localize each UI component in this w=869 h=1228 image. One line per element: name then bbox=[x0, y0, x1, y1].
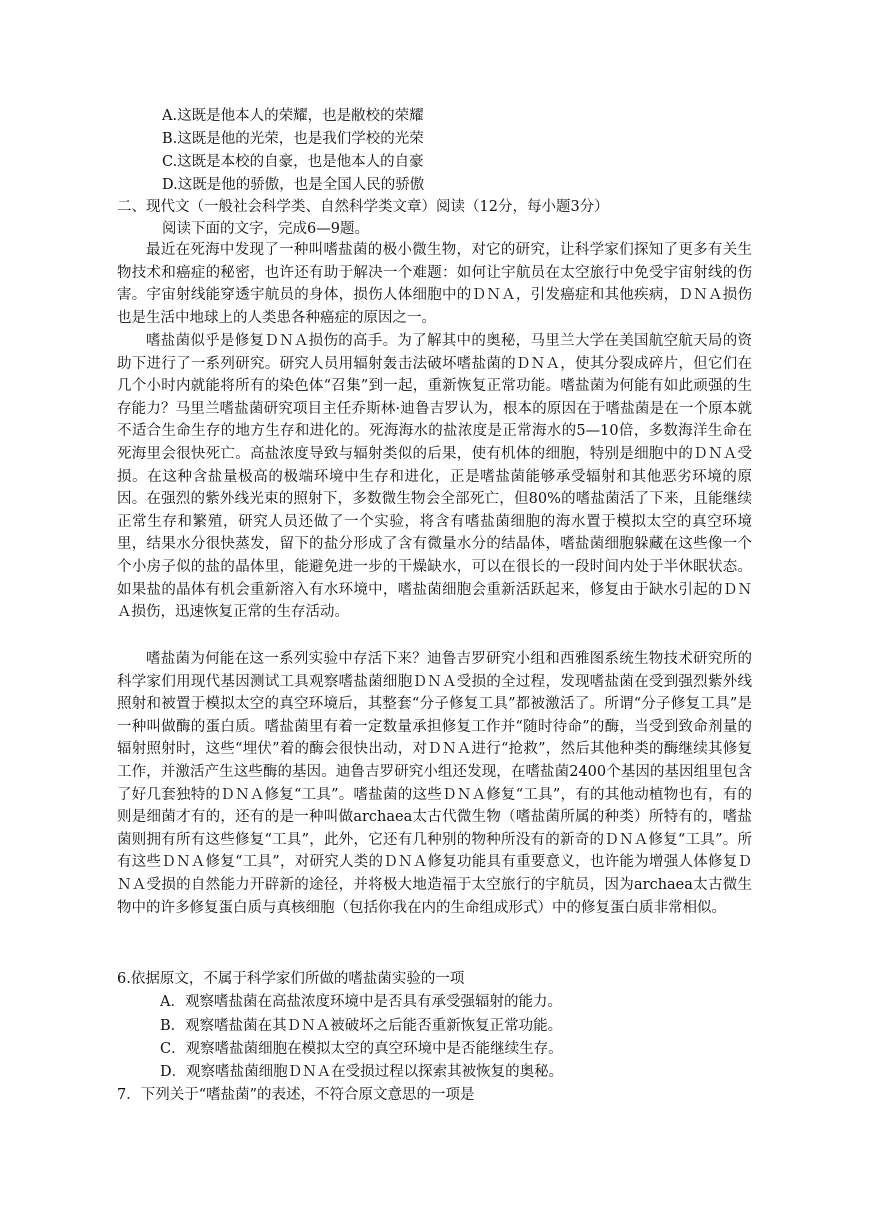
q5-option-d: D.这既是他的骄傲，也是全国人民的骄傲 bbox=[162, 177, 425, 193]
question-6-option-c: C．观察嗜盐菌细胞在模拟太空的真空环境中是否能继续生存。 bbox=[160, 1041, 563, 1057]
q5-option-a: A.这既是他本人的荣耀，也是敝校的荣耀 bbox=[162, 108, 424, 124]
question-6-option-a: A．观察嗜盐菌在高盐浓度环境中是否具有承受强辐射的能力。 bbox=[160, 994, 562, 1010]
passage-paragraph-1: 最近在死海中发现了一种叫嗜盐菌的极小微生物，对它的研究，让科学家们探知了更多有关生物技术和癌症的秘密，也许还有助于解决一个难题：如何让宇航员在太空旅行中免受宇宙射线的伤害。宇宙射线能穿透宇航员的身体，损伤人体细胞中的ＤＮＡ，引发癌症和其他疾病，ＤＮＡ损伤也是生活中地球上的人类患各种癌症的原因之一。 bbox=[117, 242, 752, 326]
passage-paragraph-2: 嗜盐菌似乎是修复ＤＮＡ损伤的高手。为了解其中的奥秘，马里兰大学在美国航空航天局的资助下进行了一系列研究。研究人员用辐射轰击法破坏嗜盐菌的ＤＮＡ，使其分裂成碎片，但它们在几个小时内就能将所有的染色体“召集”到一起，重新恢复正常功能。嗜盐菌为何能有如此顽强的生存能力？马里兰嗜盐菌研究项目主任乔斯林·迪鲁吉罗认为，根本的原因在于嗜盐菌是在一个原本就不适合生命生存的地方生存和进化的。死海海水的盐浓度是正常海水的5—10倍，多数海洋生命在死海里会很快死亡。高盐浓度导致与辐射类似的后果，使有机体的细胞，特别是细胞中的ＤＮＡ受损。在这种含盐量极高的极端环境中生存和进化，正是嗜盐菌能够承受辐射和其他恶劣环境的原因。在强烈的紫外线光束的照射下，多数微生物会全部死亡，但80%的嗜盐菌活了下来，且能继续正常生存和繁殖，研究人员还做了一个实验，将含有嗜盐菌细胞的海水置于模拟太空的真空环境里，结果水分很快蒸发，留下的盐分形成了含有微量水分的结晶体，嗜盐菌细胞躲藏在这些像一个个小房子似的盐的晶体里，能避免进一步的干燥缺水，可以在很长的一段时间内处于半休眠状态。如果盐的晶体有机会重新溶入有水环境中，嗜盐菌细胞会重新活跃起来，修复由于缺水引起的ＤＮＡ损伤，迅速恢复正常的生存活动。 bbox=[117, 333, 752, 621]
q5-option-c: C.这既是本校的自豪，也是他本人的自豪 bbox=[162, 154, 424, 170]
question-6-option-d: D．观察嗜盐菌细胞ＤＮＡ在受损过程以探索其被恢复的奥秘。 bbox=[160, 1064, 564, 1080]
section-heading: 二、现代文（一般社会科学类、自然科学类文章）阅读（12分，每小题3分） bbox=[117, 199, 609, 215]
question-6-option-b: B．观察嗜盐菌在其ＤＮＡ被破坏之后能否重新恢复正常功能。 bbox=[160, 1018, 563, 1034]
passage-paragraph-3: 嗜盐菌为何能在这一系列实验中存活下来？迪鲁吉罗研究小组和西雅图系统生物技术研究所的科学家们用现代基因测试工具观察嗜盐菌细胞ＤＮＡ受损的全过程，发现嗜盐菌在受到强烈紫外线照射和被置于模拟太空的真空环境后，其整套“分子修复工具”都被激活了。所谓“分子修复工具”是一种叫做酶的蛋白质。嗜盐菌里有着一定数量承担修复工作并“随时待命”的酶，当受到致命剂量的辐射照射时，这些“埋伏”着的酶会很快出动，对ＤＮＡ进行“抢救”，然后其他种类的酶继续其修复工作，并激活产生这些酶的基因。迪鲁吉罗研究小组还发现，在嗜盐菌2400个基因的基因组里包含了好几套独特的ＤＮＡ修复“工具”。嗜盐菌的这些ＤＮＡ修复“工具”，有的其他动植物也有，有的则是细菌才有的，还有的是一种叫做archaea太古代微生物（嗜盐菌所属的种类）所特有的，嗜盐菌则拥有所有这些修复“工具”，此外，它还有几种别的物种所没有的新奇的ＤＮＡ修复“工具”。所有这些ＤＮＡ修复“工具”，对研究人类的ＤＮＡ修复功能具有重要意义，也许能为增强人体修复ＤＮＡ受损的自然能力开辟新的途径，并将极大地造福于太空旅行的宇航员，因为archaea太古微生物中的许多修复蛋白质与真核细胞（包括你我在内的生命组成形式）中的修复蛋白质非常相似。 bbox=[117, 651, 752, 916]
q5-option-b: B.这既是他的光荣，也是我们学校的光荣 bbox=[162, 131, 424, 147]
question-6-stem: 6.依据原文，不属于科学家们所做的嗜盐菌实验的一项 bbox=[117, 971, 465, 987]
section-instruction: 阅读下面的文字，完成6—9题。 bbox=[162, 221, 369, 237]
question-7-stem: 7．下列关于“嗜盐菌”的表述，不符合原文意思的一项是 bbox=[117, 1087, 475, 1103]
